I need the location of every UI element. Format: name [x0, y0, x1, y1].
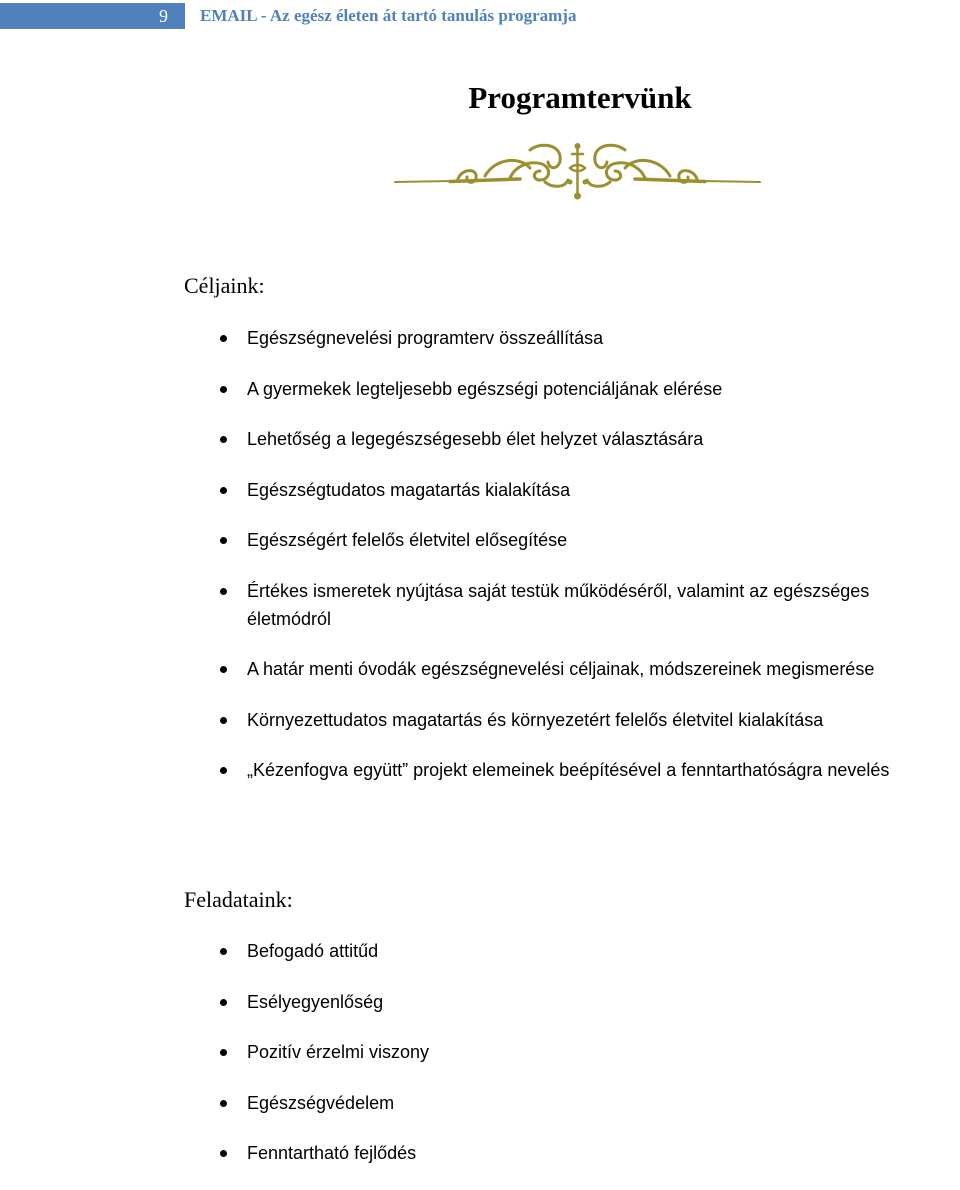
bullet-icon — [220, 537, 227, 544]
list-item: Környezettudatos magatartás és környezetért felelős életvitel kialakítása — [218, 706, 960, 734]
page-number: 9 — [0, 3, 185, 29]
list-item: A határ menti óvodák egészségnevelési céljainak, módszereinek megismerése — [218, 655, 960, 683]
document-title: EMAIL - Az egész életen át tartó tanulás programja — [200, 6, 577, 25]
list-item: Pozitív érzelmi viszony — [218, 1038, 960, 1066]
bullet-icon — [220, 588, 227, 595]
list-item: A gyermekek legteljesebb egészségi potenciáljának elérése — [218, 375, 960, 403]
bullet-icon — [220, 767, 227, 774]
page-header — [0, 0, 960, 34]
bullet-icon — [220, 948, 227, 955]
bullet-icon — [220, 436, 227, 443]
bullet-icon — [220, 386, 227, 393]
goals-heading: Céljaink: — [184, 273, 265, 298]
list-item: Egészségért felelős életvitel elősegítése — [218, 526, 960, 554]
list-item: Lehetőség a legegészségesebb élet helyzet választására — [218, 425, 960, 453]
list-item: Fenntartható fejlődés — [218, 1139, 960, 1167]
bullet-icon — [220, 717, 227, 724]
list-item: „Kézenfogva együtt” projekt elemeinek beépítésével a fenntarthatóságra nevelés — [218, 756, 960, 784]
bullet-icon — [220, 335, 227, 342]
bullet-icon — [220, 1100, 227, 1107]
page-title: Programtervünk — [468, 80, 692, 115]
tasks-list — [218, 937, 960, 1190]
bullet-icon — [220, 1150, 227, 1157]
bullet-icon — [220, 487, 227, 494]
decorative-flourish-icon — [390, 138, 765, 200]
list-item: Egészségvédelem — [218, 1089, 960, 1117]
tasks-heading: Feladataink: — [184, 887, 293, 912]
bullet-icon — [220, 1049, 227, 1056]
list-item: Egészségtudatos magatartás kialakítása — [218, 476, 960, 504]
goals-list — [218, 324, 960, 807]
bullet-icon — [220, 999, 227, 1006]
bullet-icon — [220, 666, 227, 673]
list-item: Befogadó attitűd — [218, 937, 960, 965]
list-item: Esélyegyenlőség — [218, 988, 960, 1016]
list-item: Egészségnevelési programterv összeállítása — [218, 324, 960, 352]
list-item: Értékes ismeretek nyújtása saját testük működéséről, valamint az egészséges életmódról — [218, 577, 960, 633]
